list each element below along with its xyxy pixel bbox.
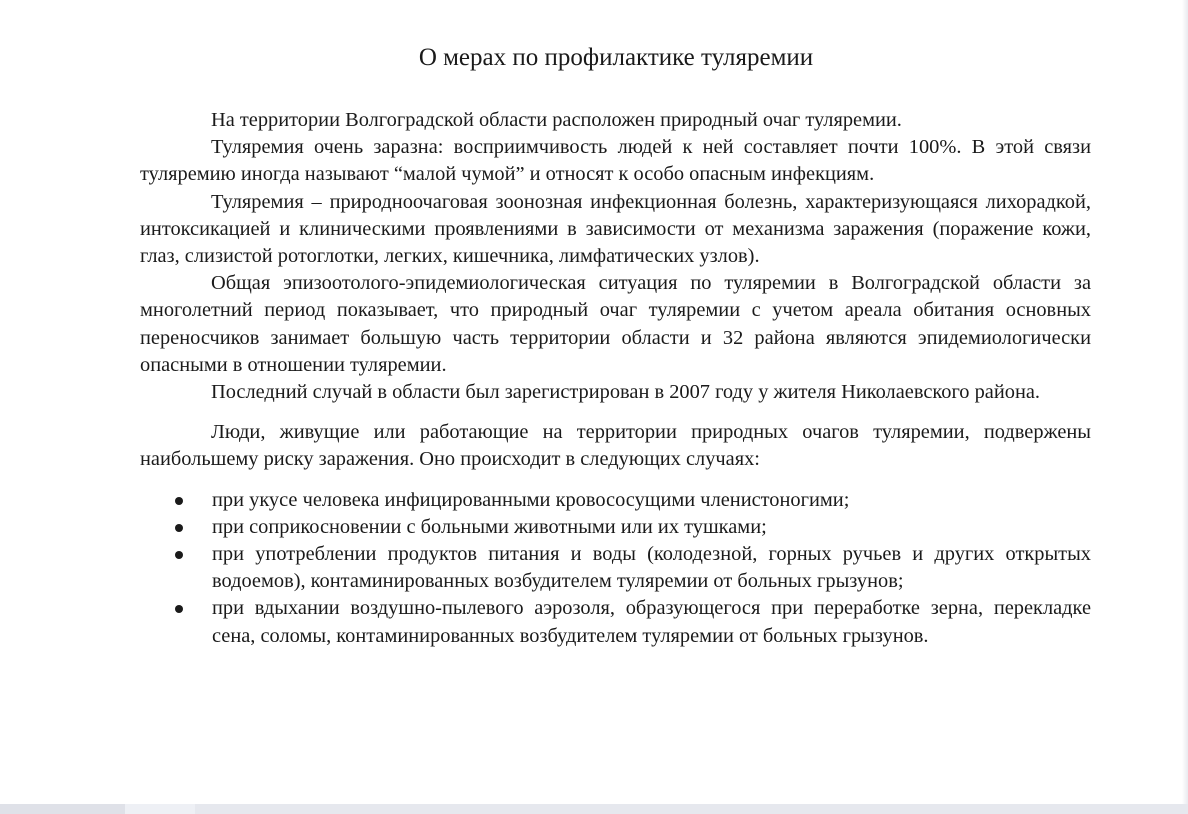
list-item — [140, 514, 1091, 541]
paragraph: Общая эпизоотолого-эпидемиологическая ситуация по туляремии в Волгоградской области за многолетний период показывает, что природный очаг туляремии с учетом ареала обитания основных переносчиков занимает большую часть территории области и 32 района являются эпидемиологически опасными в отношении туляремии. — [140, 272, 1091, 376]
paragraph: Туляремия – природноочаговая зоонозная инфекционная болезнь, характеризующаяся лихорадкой, интоксикацией и клиническими проявлениями в зависимости от механизма заражения (поражение кожи, глаз, слизистой ротоглотки, легких, кишечника, лимфатических узлов). — [140, 190, 1091, 268]
list-item-text: при укусе человека инфицированными кровососущими членистоногими; — [212, 488, 850, 511]
list-item-text: при соприкосновении с больными животными или их тушками; — [212, 515, 767, 538]
paragraph: На территории Волгоградской области расположен природный очаг туляремии. — [211, 109, 902, 131]
bullet-list — [140, 487, 1091, 650]
list-item-text: при вдыхании воздушно-пылевого аэрозоля, образующегося при переработке зерна, перекладке сена, соломы, контаминированных возбудителем туляремии от больных грызунов. — [212, 597, 1091, 647]
page-edge-shadow — [1182, 0, 1188, 814]
list-item — [140, 541, 1091, 595]
list-item-text: при употреблении продуктов питания и воды (колодезной, горных ручьев и других открытых водоемов), контаминированных возбудителем туляремии от больных грызунов; — [212, 543, 1091, 593]
scrollbar-track-left[interactable] — [0, 804, 125, 814]
scrollbar-track-right[interactable] — [195, 804, 1188, 814]
bullet-icon — [175, 524, 183, 532]
bullet-icon — [175, 605, 183, 613]
paragraph: Туляремия очень заразна: восприимчивость людей к ней составляет почти 100%. В этой связи туляремию иногда называют “малой чумой” и относят к особо опасным инфекциям. — [140, 136, 1091, 186]
list-item — [140, 487, 1091, 514]
horizontal-scrollbar[interactable] — [0, 804, 1188, 814]
document-body — [140, 107, 1091, 650]
scrollbar-thumb[interactable] — [125, 804, 195, 814]
paragraph: Последний случай в области был зарегистрирован в 2007 году у жителя Николаевского района. — [211, 381, 1041, 404]
list-item — [140, 595, 1091, 649]
page-title: О мерах по профилактике туляремии — [418, 44, 814, 71]
bullet-icon — [175, 551, 183, 559]
paragraph: Люди, живущие или работающие на территории природных очагов туляремии, подвержены наибольшему риску заражения. Оно происходит в следующих случаях: — [140, 421, 1091, 471]
bullet-icon — [175, 497, 183, 505]
